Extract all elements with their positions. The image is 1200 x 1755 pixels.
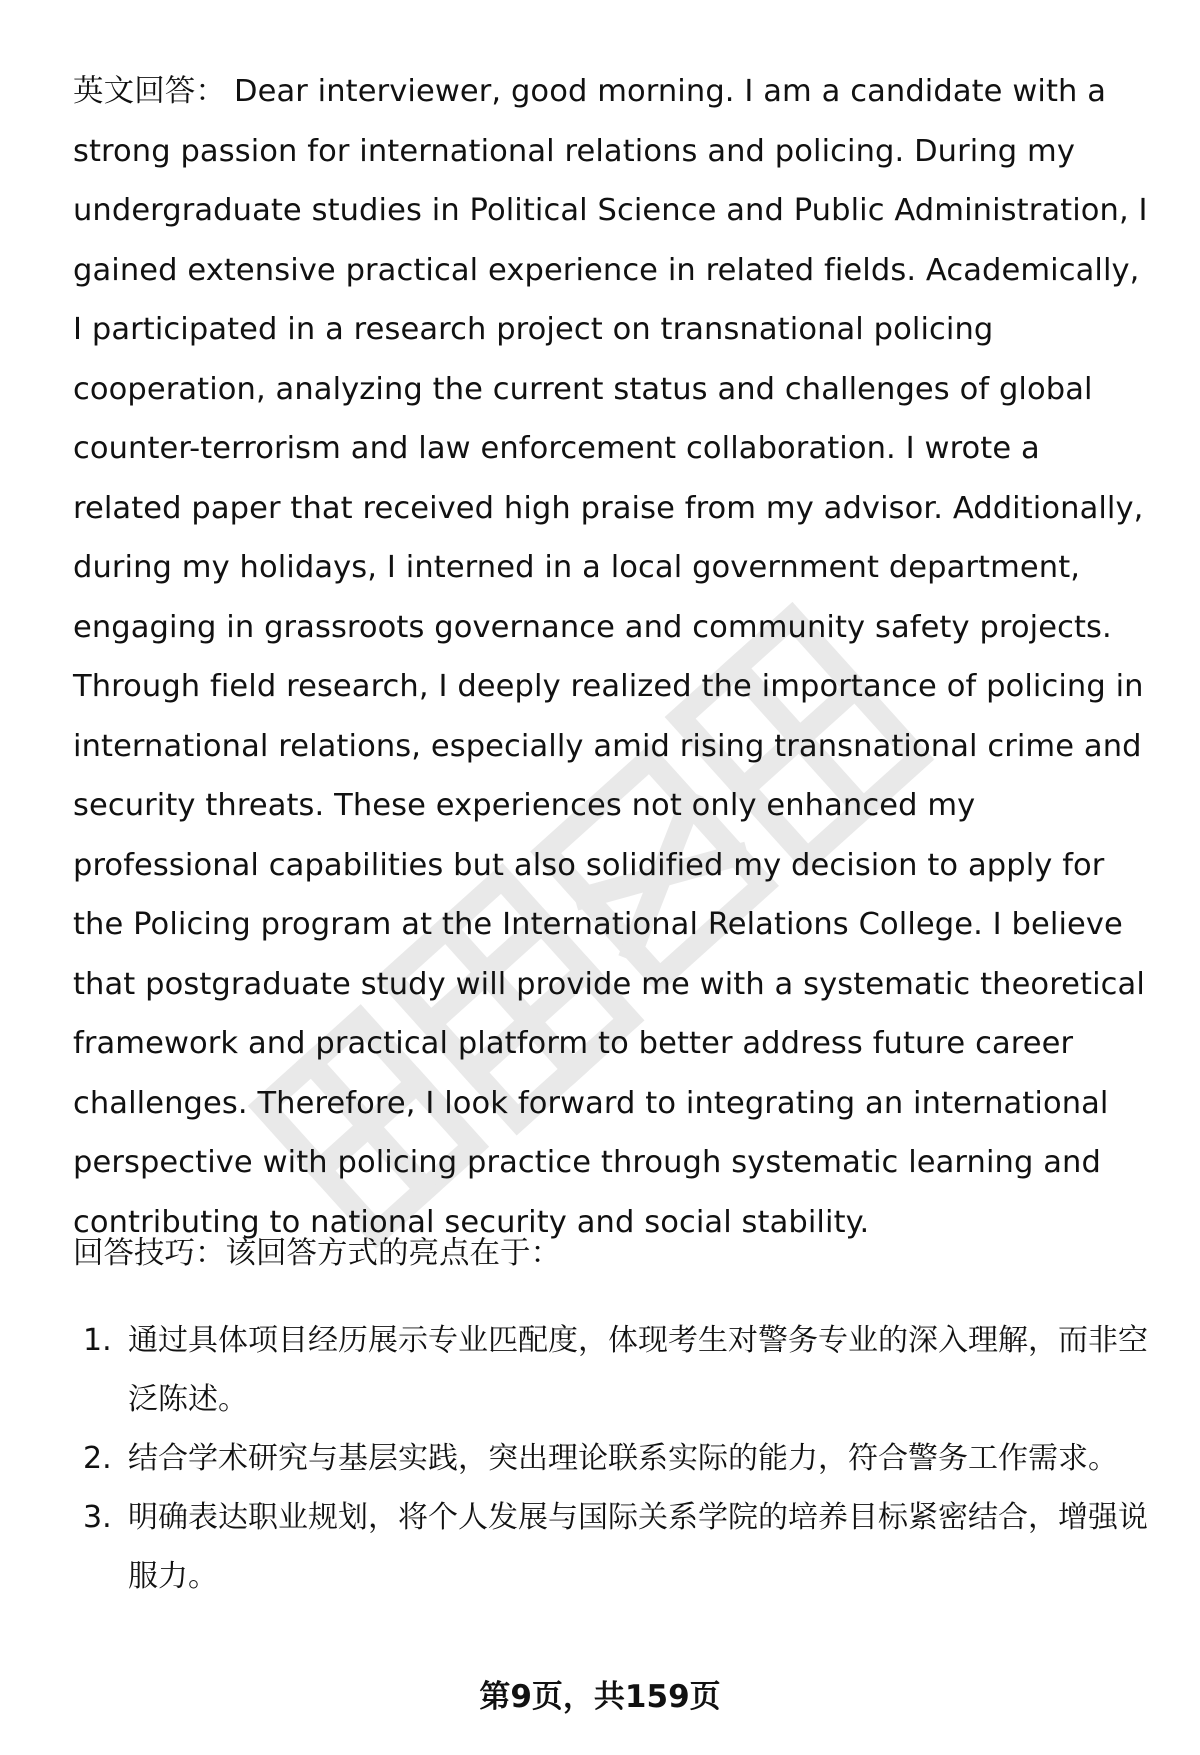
list-item bbox=[73, 1488, 1153, 1606]
tips-list bbox=[73, 1311, 1153, 1606]
list-item-text: 通过具体项目经历展示专业匹配度，体现考生对警务专业的深入理解，而非空泛陈述。 bbox=[128, 1323, 1148, 1417]
list-item-number: 1. bbox=[83, 1323, 112, 1358]
list-item-number: 2. bbox=[83, 1441, 112, 1476]
english-answer-paragraph bbox=[73, 62, 1153, 1252]
list-item-text: 明确表达职业规划，将个人发展与国际关系学院的培养目标紧密结合，增强说服力。 bbox=[128, 1500, 1148, 1594]
list-item-number: 3. bbox=[83, 1500, 112, 1535]
list-item-text: 结合学术研究与基层实践，突出理论联系实际的能力，符合警务工作需求。 bbox=[128, 1441, 1118, 1476]
answer-label: 英文回答： bbox=[73, 74, 226, 109]
page-number-footer: 第9页，共159页 bbox=[479, 1679, 721, 1715]
list-item bbox=[73, 1429, 1153, 1488]
answer-text: Dear interviewer, good morning. I am a candidate with a strong passion for international relations and policing. During my undergraduate studies in Political Science and Public Administration, I gained extensive practical experience in related fields. Academically, I participated in a research project on transnational policing cooperation, analyzing the current status and challenges of global counter-terrorism and law enforcement collaboration. I wrote a related paper that received high praise from my advisor. Additionally, during my holidays, I interned in a local government department, engaging in grassroots governance and community safety projects. Through field research, I deeply realized the importance of policing in international relations, especially amid rising transnational crime and security threats. These experiences not only enhanced my professional capabilities but also solidified my decision to apply for the Policing program at the International Relations College. I believe that postgraduate study will provide me with a systematic theoretical framework and practical platform to better address future career challenges. Therefore, I look forward to integrating an international perspective with policing practice through systematic learning and contributing to national security and social stability. bbox=[73, 74, 1148, 1240]
tips-intro: 该回答方式的亮点在于： bbox=[225, 1236, 561, 1271]
list-item bbox=[73, 1311, 1153, 1429]
tips-heading bbox=[73, 1224, 1153, 1283]
tips-label: 回答技巧： bbox=[73, 1236, 226, 1271]
